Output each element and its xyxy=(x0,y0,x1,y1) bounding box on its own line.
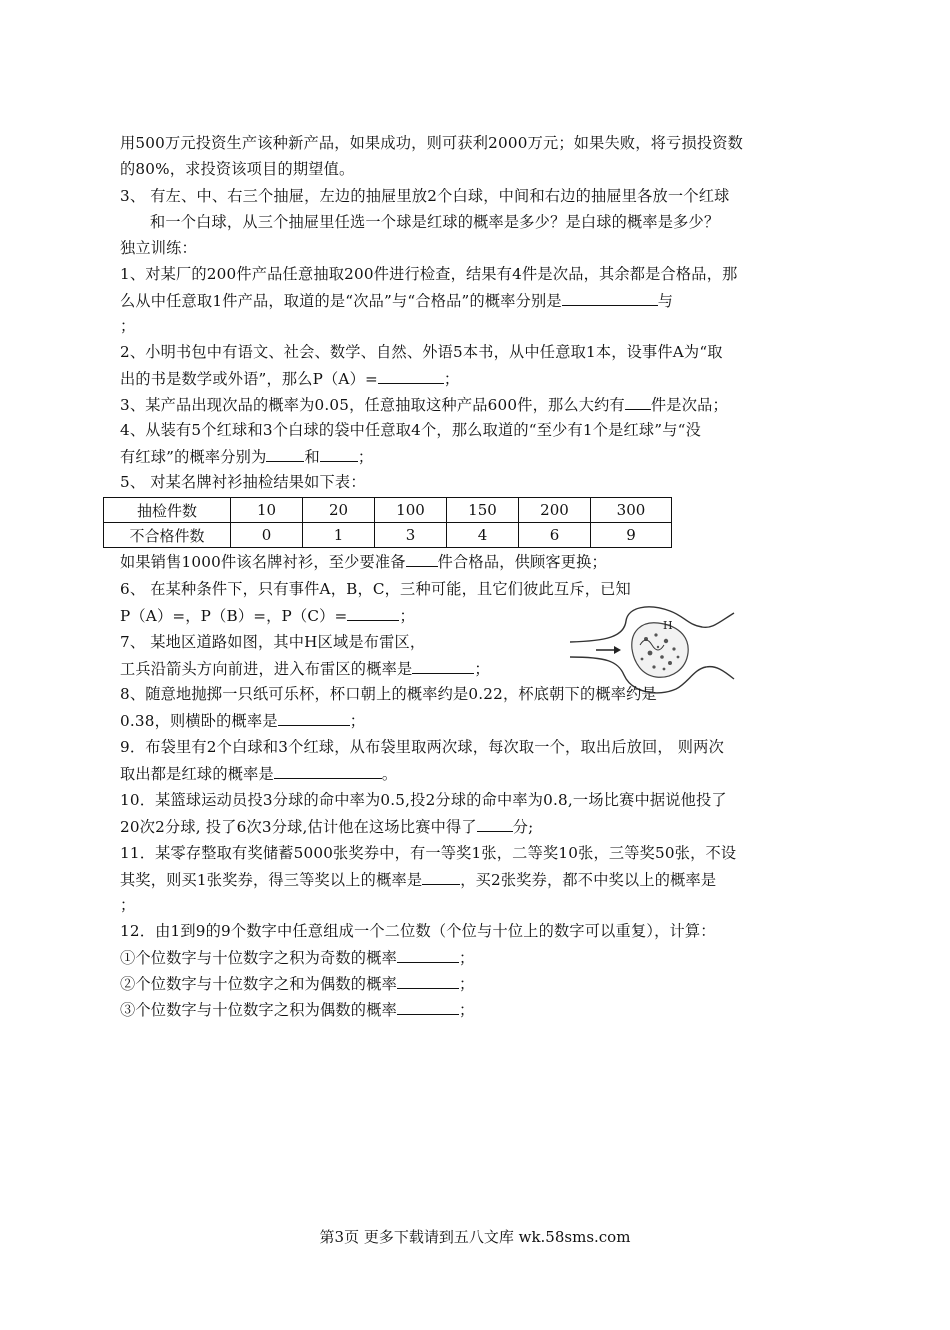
answer-blank[interactable] xyxy=(397,946,459,963)
question-3: 3、 有左、中、右三个抽屉，左边的抽屉里放2个白球，中间和右边的抽屉里各放一个红球 xyxy=(120,187,730,205)
exercise-3: 3、某产品出现次品的概率为0.05，任意抽取这种产品600件，那么大约有 件是次品； xyxy=(120,393,728,416)
answer-blank[interactable] xyxy=(278,709,350,726)
table-row xyxy=(104,498,672,523)
exercise-7: 7、 某地区道路如图，其中H区域是布雷区， xyxy=(120,633,426,651)
exercise-12: 12．由1到9的9个数字中任意组成一个二位数（个位与十位上的数字可以重复），计算： xyxy=(120,922,716,940)
answer-blank[interactable] xyxy=(412,657,474,674)
exercise-12-item-3: ③个位数字与十位数字之积为偶数的概率 ； xyxy=(120,998,474,1021)
exercise-9: 9．布袋里有2个白球和3个红球，从布袋里取两次球，每次取一个，取出后放回， 则两次 xyxy=(120,738,724,756)
answer-blank[interactable] xyxy=(320,445,358,462)
table-cell: 100 xyxy=(375,498,447,523)
table-cell: 20 xyxy=(303,498,375,523)
exercise-12-item-2: ②个位数字与十位数字之和为偶数的概率 ； xyxy=(120,972,474,995)
table-cell: 3 xyxy=(375,523,447,548)
exercise-6: 6、 在某种条件下，只有事件A，B，C，三种可能，且它们彼此互斥，已知 xyxy=(120,580,631,598)
exercise-2: 2、小明书包中有语文、社会、数学、自然、外语5本书，从中任意取1本，设事件A为“取 xyxy=(120,343,723,361)
inspection-table xyxy=(103,497,672,548)
table-cell: 6 xyxy=(519,523,591,548)
exercise-6-cont: P（A）=，P（B）=，P（C）= ； xyxy=(120,604,415,627)
exercise-4-cont: 有红球”的概率分别为 和 ； xyxy=(120,445,373,468)
exercise-7-cont: 工兵沿箭头方向前进，进入布雷区的概率是 ； xyxy=(120,657,490,680)
answer-blank[interactable] xyxy=(274,762,382,779)
table-row xyxy=(104,523,672,548)
answer-blank[interactable] xyxy=(266,445,304,462)
text-line: 用500万元投资生产该种新产品，如果成功，则可获利2000万元；如果失败，将亏损投资数 xyxy=(120,134,743,152)
exercise-11-cont: 其奖，则买1张奖券，得三等奖以上的概率是 ，买2张奖券，都不中奖以上的概率是 xyxy=(120,868,716,891)
exercise-1: 1、对某厂的200件产品任意抽取200件进行检查，结果有4件是次品，其余都是合格品，那 xyxy=(120,265,738,283)
answer-blank[interactable] xyxy=(477,815,513,832)
table-header-cell: 抽检件数 xyxy=(104,498,231,523)
question-3-cont: 和一个白球，从三个抽屉里任选一个球是红球的概率是多少？是白球的概率是多少？ xyxy=(150,213,720,231)
exercise-12-item-1: ①个位数字与十位数字之积为奇数的概率 ； xyxy=(120,946,474,969)
answer-blank[interactable] xyxy=(347,604,399,621)
answer-blank[interactable] xyxy=(397,972,459,989)
table-cell: 4 xyxy=(447,523,519,548)
answer-blank[interactable] xyxy=(562,289,658,306)
table-cell: 150 xyxy=(447,498,519,523)
table-cell: 9 xyxy=(591,523,672,548)
exercise-4: 4、从装有5个红球和3个白球的袋中任意取4个，那么取道的“至少有1个是红球”与“没 xyxy=(120,421,701,439)
exercise-8-cont: 0.38，则横卧的概率是 ； xyxy=(120,709,365,732)
table-cell: 1 xyxy=(303,523,375,548)
table-cell: 10 xyxy=(231,498,303,523)
exercise-9-cont: 取出都是红球的概率是 。 xyxy=(120,762,397,785)
answer-blank[interactable] xyxy=(422,868,460,885)
exercise-2-cont: 出的书是数学或外语”，那么P（A）= ； xyxy=(120,367,459,390)
exercise-1-end: ； xyxy=(120,317,136,335)
table-cell: 0 xyxy=(231,523,303,548)
region-label: H xyxy=(663,619,673,632)
table-cell: 200 xyxy=(519,498,591,523)
exercise-8: 8、随意地抛掷一只纸可乐杯，杯口朝上的概率约是0.22，杯底朝下的概率约是 xyxy=(120,685,657,703)
exercise-10-cont: 20次2分球, 投了6次3分球,估计他在这场比赛中得了 分; xyxy=(120,815,533,838)
exercise-5-cont: 如果销售1000件该名牌衬衫，至少要准备 件合格品，供顾客更换； xyxy=(120,550,607,573)
exercise-11: 11．某零存整取有奖储蓄5000张奖券中，有一等奖1张，二等奖10张，三等奖50张，不设 xyxy=(120,844,737,862)
exercise-11-end: ； xyxy=(120,896,136,914)
answer-blank[interactable] xyxy=(406,550,438,567)
table-header-cell: 不合格件数 xyxy=(104,523,231,548)
answer-blank[interactable] xyxy=(397,998,459,1015)
answer-blank[interactable] xyxy=(625,393,651,410)
table-cell: 300 xyxy=(591,498,672,523)
section-heading: 独立训练： xyxy=(120,239,197,257)
road-map-figure xyxy=(566,605,746,695)
exercise-10: 10．某篮球运动员投3分球的命中率为0.5,投2分球的命中率为0.8,一场比赛中据说他投了 xyxy=(120,791,727,809)
answer-blank[interactable] xyxy=(378,367,444,384)
exercise-1-cont: 么从中任意取1件产品，取道的是“次品”与“合格品”的概率分别是 与 xyxy=(120,289,673,312)
text-line: 的80%，求投资该项目的期望值。 xyxy=(120,160,355,178)
page-footer: 第3页 更多下载请到五八文库 wk.58sms.com xyxy=(319,1228,631,1246)
arrow-head-icon xyxy=(614,646,621,654)
exercise-5: 5、 对某名牌衬衫抽检结果如下表： xyxy=(120,473,366,491)
